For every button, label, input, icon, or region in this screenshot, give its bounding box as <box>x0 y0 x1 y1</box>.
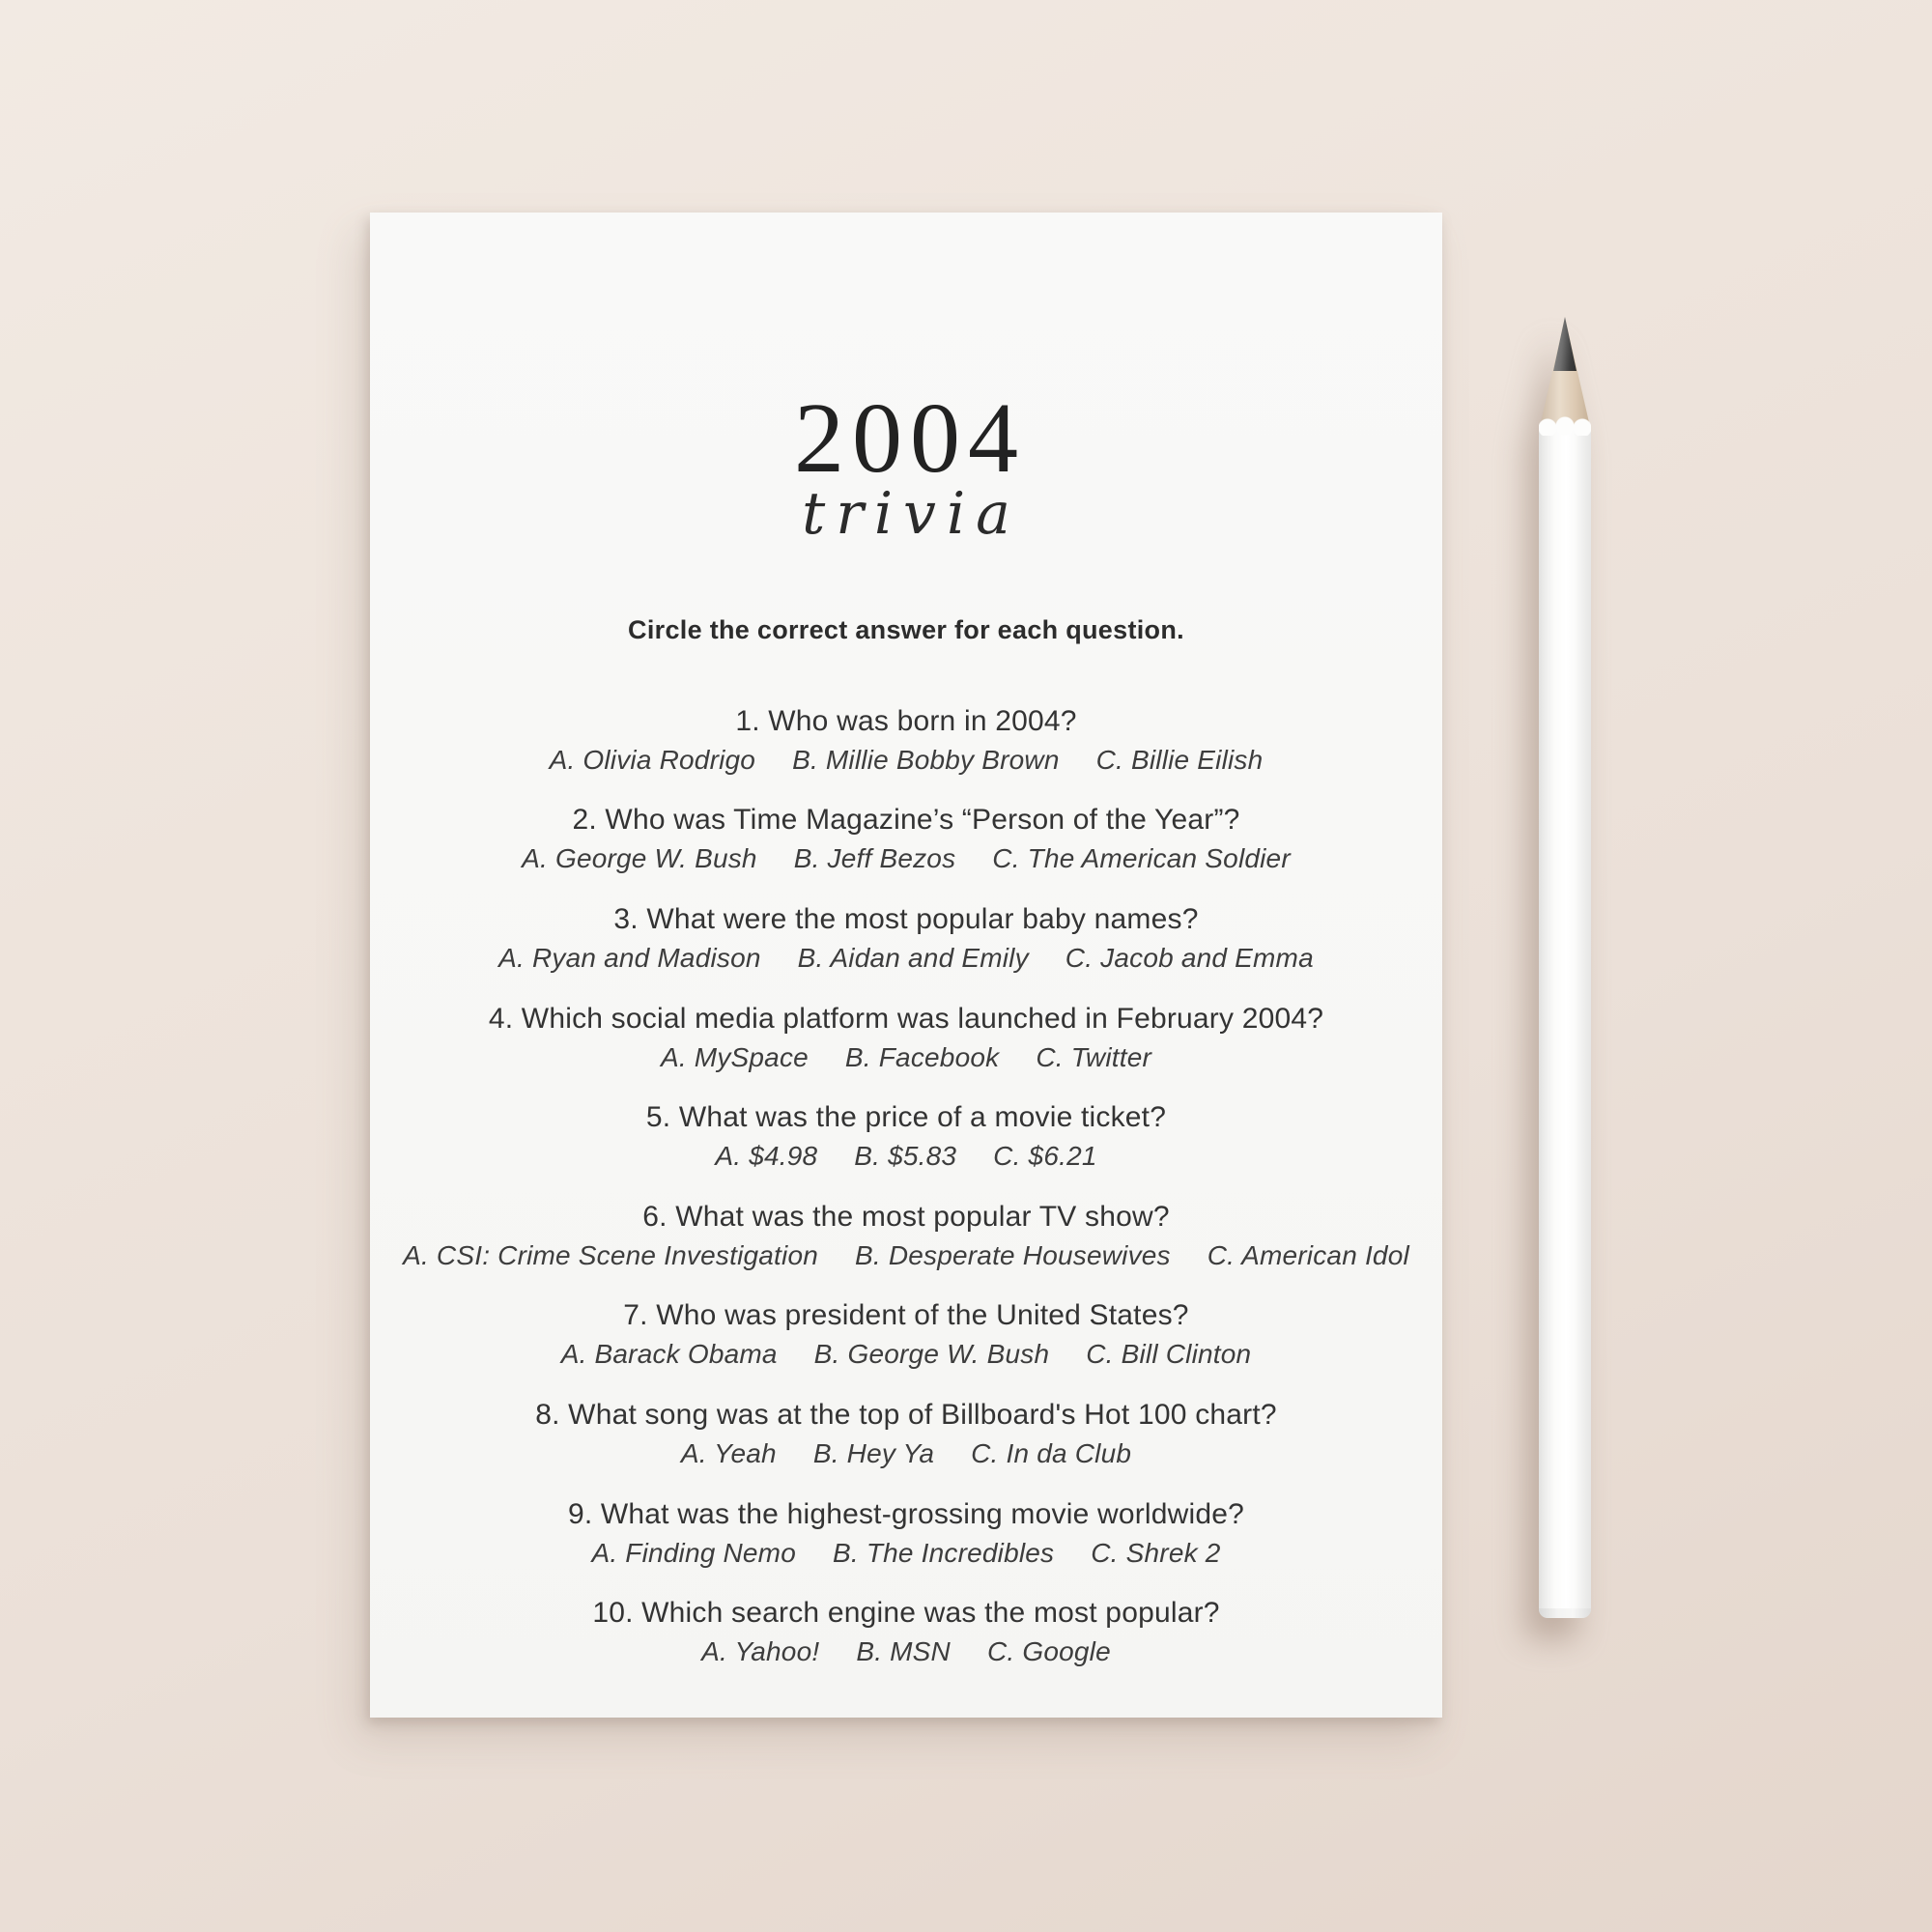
question-block <box>370 1596 1442 1668</box>
question-block <box>370 1497 1442 1570</box>
option: A. $4.98 <box>715 1141 818 1172</box>
options-line <box>370 744 1442 777</box>
option: C. Jacob and Emma <box>1065 942 1314 973</box>
question-text: 1. Who was born in 2004? <box>735 704 1077 737</box>
option: A. Ryan and Madison <box>498 942 761 973</box>
question-block <box>370 1398 1442 1470</box>
option: C. Google <box>986 1636 1111 1667</box>
pencil-graphic <box>1539 317 1591 1618</box>
questions-list <box>370 704 1442 1668</box>
options-line <box>370 842 1442 875</box>
option: C. American Idol <box>1207 1239 1409 1270</box>
instruction-text: Circle the correct answer for each question. <box>628 615 1184 645</box>
option: C. Shrek 2 <box>1091 1537 1221 1568</box>
trivia-card <box>370 213 1442 1718</box>
option: B. Aidan and Emily <box>797 942 1029 973</box>
question-block <box>370 1100 1442 1173</box>
option: B. Hey Ya <box>812 1437 935 1468</box>
option: C. In da Club <box>971 1437 1132 1468</box>
option: B. Desperate Housewives <box>855 1239 1171 1270</box>
question-block <box>370 803 1442 875</box>
question-text: 2. Who was Time Magazine’s “Person of the Year”? <box>572 804 1240 837</box>
question-block <box>370 1298 1442 1371</box>
options-line <box>370 942 1442 975</box>
question-text: 5. What was the price of a movie ticket? <box>645 1101 1167 1134</box>
option: A. Yeah <box>680 1437 777 1468</box>
option: C. Twitter <box>1036 1041 1152 1072</box>
question-block <box>370 1002 1442 1074</box>
card-title-script: trivia <box>802 480 1021 549</box>
question-block <box>370 704 1442 777</box>
options-line <box>370 1239 1442 1272</box>
options-line <box>370 1537 1442 1570</box>
option: A. George W. Bush <box>522 843 757 874</box>
option: A. Olivia Rodrigo <box>549 744 756 775</box>
question-text: 9. What was the highest-grossing movie worldwide? <box>567 1497 1245 1530</box>
options-line <box>370 1338 1442 1371</box>
option: A. Yahoo! <box>701 1636 820 1667</box>
option: B. $5.83 <box>854 1141 957 1172</box>
option: B. George W. Bush <box>813 1339 1050 1370</box>
question-text: 4. Which social media platform was launched in February 2004? <box>488 1002 1324 1035</box>
question-text: 7. Who was president of the United States? <box>623 1299 1189 1332</box>
option: A. MySpace <box>660 1041 809 1072</box>
option: A. Finding Nemo <box>591 1537 796 1568</box>
option: B. MSN <box>856 1636 951 1667</box>
question-block <box>370 1200 1442 1272</box>
option: B. The Incredibles <box>832 1537 1055 1568</box>
card-title-year: 2004 <box>794 383 1026 494</box>
pencil-paint-edge <box>1539 416 1591 436</box>
options-line <box>370 1140 1442 1173</box>
option: A. CSI: Crime Scene Investigation <box>403 1239 818 1270</box>
question-text: 8. What song was at the top of Billboard's Hot 100 chart? <box>535 1398 1277 1431</box>
option: C. Billie Eilish <box>1095 744 1264 775</box>
options-line <box>370 1635 1442 1668</box>
option: C. Bill Clinton <box>1086 1339 1252 1370</box>
option: C. $6.21 <box>993 1141 1097 1172</box>
option: C. The American Soldier <box>992 843 1291 874</box>
question-block <box>370 902 1442 975</box>
option: B. Jeff Bezos <box>793 843 956 874</box>
pencil-body <box>1539 425 1591 1616</box>
option: B. Facebook <box>844 1041 1000 1072</box>
pencil-bottom-end <box>1539 1608 1591 1618</box>
question-text: 10. Which search engine was the most popular? <box>592 1597 1220 1630</box>
option: B. Millie Bobby Brown <box>792 744 1060 775</box>
question-text: 6. What was the most popular TV show? <box>642 1200 1170 1233</box>
question-text: 3. What were the most popular baby names? <box>613 902 1199 935</box>
options-line <box>370 1041 1442 1074</box>
options-line <box>370 1437 1442 1470</box>
option: A. Barack Obama <box>560 1339 778 1370</box>
pencil-graphite-tip-icon <box>1553 317 1577 371</box>
